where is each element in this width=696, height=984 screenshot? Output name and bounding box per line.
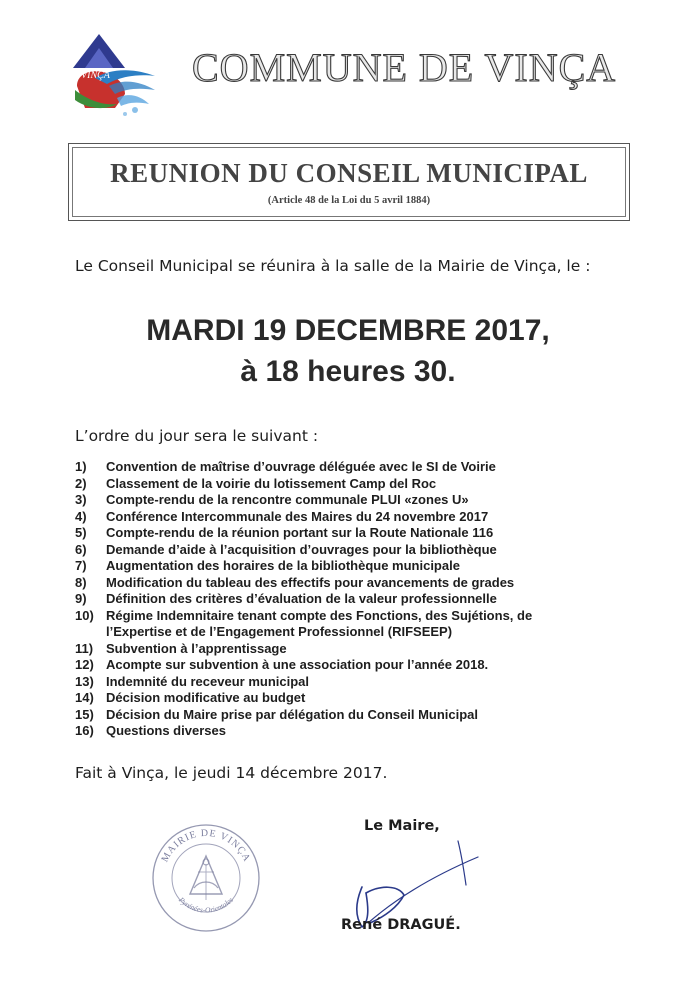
- agenda-item: [75, 657, 635, 674]
- agenda-item-number: 1): [75, 459, 87, 474]
- agenda-item-text: Demande d’aide à l’acquisition d’ouvrages pour la bibliothèque: [106, 541, 497, 557]
- mayor-title: Le Maire,: [364, 818, 440, 834]
- commune-title: COMMUNE DE VINÇA: [192, 45, 617, 90]
- mayor-name: René DRAGUÉ.: [341, 917, 461, 933]
- agenda-item-number: 13): [75, 673, 94, 689]
- agenda-item: [75, 525, 635, 542]
- agenda-item: [75, 690, 635, 707]
- meeting-time: à 18 heures 30.: [240, 355, 456, 388]
- agenda-item: [75, 723, 635, 740]
- agenda-item-text: Définition des critères d’évaluation de la valeur professionnelle: [106, 591, 497, 606]
- agenda-item-number: 6): [75, 541, 87, 557]
- agenda-item-number: 2): [75, 475, 87, 491]
- agenda-item-number: 10): [75, 607, 94, 623]
- agenda-item-text: Acompte sur subvention à une association pour l’année 2018.: [106, 657, 489, 672]
- agenda-item-number: 3): [75, 492, 87, 507]
- agenda-item-number: 15): [75, 706, 94, 722]
- agenda-item-text: Convention de maîtrise d’ouvrage déléguée avec le SI de Voirie: [106, 459, 496, 474]
- agenda-item-text: Régime Indemnitaire tenant compte des Fonctions, des Sujétions, de l’Expertise et de l’Engagement Professionnel (RIFSEEP): [106, 607, 533, 639]
- agenda-item-number: 9): [75, 591, 87, 606]
- agenda-item-number: 14): [75, 690, 94, 705]
- agenda-item: [75, 707, 635, 724]
- mairie-stamp: [150, 822, 262, 934]
- agenda-item-number: 7): [75, 558, 87, 573]
- agenda-item-number: 16): [75, 723, 94, 738]
- notice-box: [68, 143, 630, 221]
- agenda-item-text: Modification du tableau des effectifs pour avancements de grades: [106, 574, 515, 590]
- agenda-item: [75, 509, 635, 526]
- intro-text: Le Conseil Municipal se réunira à la salle de la Mairie de Vinça, le :: [75, 257, 591, 275]
- agenda-item-number: 8): [75, 574, 87, 590]
- svg-text:MAIRIE DE VINÇA: MAIRIE DE VINÇA: [159, 827, 253, 865]
- agenda-item-number: 11): [75, 640, 94, 656]
- agenda-intro: L’ordre du jour sera le suivant :: [75, 427, 319, 445]
- agenda-item-text: Augmentation des horaires de la bibliothèque municipale: [106, 558, 460, 573]
- agenda-item: [75, 591, 635, 608]
- agenda-item-text: Subvention à l’apprentissage: [106, 640, 287, 656]
- agenda-list: [75, 459, 635, 740]
- agenda-item: [75, 492, 635, 509]
- notice-title: REUNION DU CONSEIL MUNICIPAL: [110, 158, 588, 188]
- agenda-item-text: Compte-rendu de la rencontre communale PLUI «zones U»: [106, 492, 469, 507]
- agenda-item-text: Décision modificative au budget: [106, 690, 306, 705]
- place-date: Fait à Vinça, le jeudi 14 décembre 2017.: [75, 764, 388, 782]
- agenda-item-number: 5): [75, 525, 87, 540]
- notice-subtitle: (Article 48 de la Loi du 5 avril 1884): [267, 195, 431, 206]
- agenda-item: [75, 476, 635, 493]
- agenda-item-text: Questions diverses: [106, 723, 226, 738]
- agenda-item-text: Indemnité du receveur municipal: [106, 673, 309, 689]
- agenda-item-text: Décision du Maire prise par délégation du Conseil Municipal: [106, 706, 479, 722]
- agenda-item-number: 4): [75, 508, 87, 524]
- svg-text:VINÇA: VINÇA: [81, 70, 110, 81]
- agenda-item: [75, 542, 635, 559]
- agenda-item-text: Compte-rendu de la réunion portant sur la Route Nationale 116: [106, 525, 494, 540]
- agenda-item-text: Classement de la voirie du lotissement Camp del Roc: [106, 475, 437, 491]
- agenda-item: [75, 575, 635, 592]
- agenda-item: [75, 641, 635, 658]
- agenda-item: [75, 674, 635, 691]
- agenda-item: [75, 558, 635, 575]
- agenda-item: [75, 459, 635, 476]
- commune-logo: [55, 28, 165, 118]
- agenda-item-number: 12): [75, 657, 94, 672]
- agenda-item: [75, 608, 635, 641]
- meeting-date: MARDI 19 DECEMBRE 2017,: [146, 314, 550, 347]
- svg-text:Pyrénées-Orientales: Pyrénées-Orientales: [177, 895, 235, 915]
- agenda-item-text: Conférence Intercommunale des Maires du 24 novembre 2017: [106, 508, 489, 524]
